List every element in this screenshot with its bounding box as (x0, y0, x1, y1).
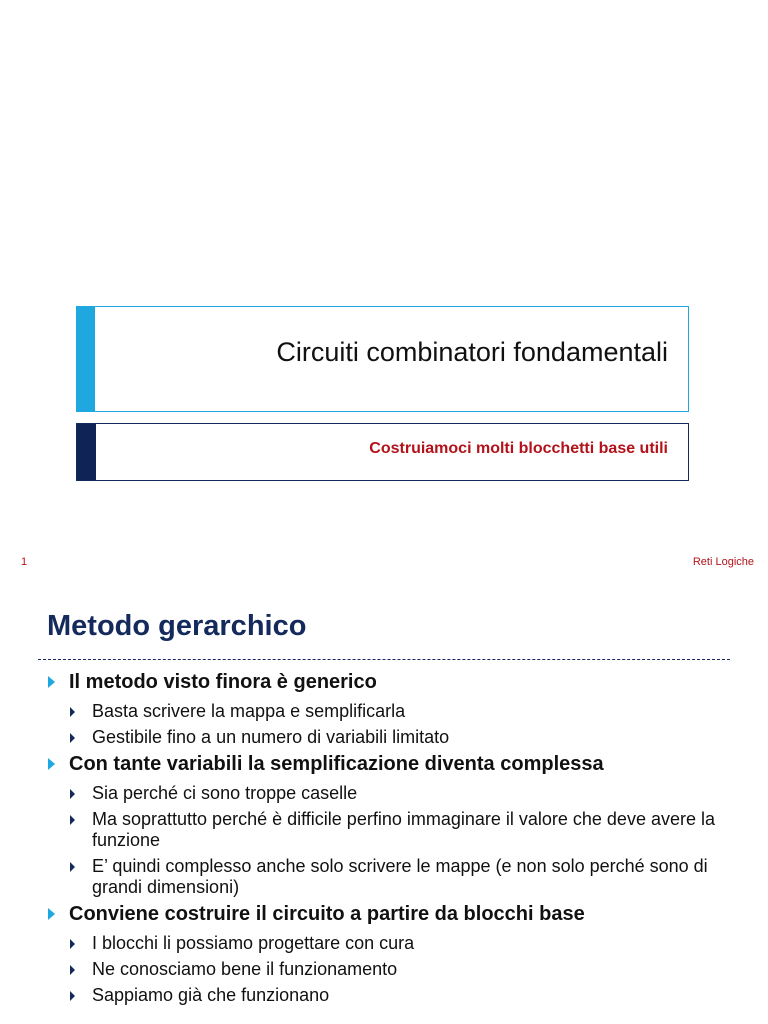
bullet-item (48, 750, 748, 778)
sub-bullet-item (48, 701, 748, 722)
bullet-group (48, 668, 748, 748)
sub-bullet-triangle-icon (70, 939, 75, 949)
sub-bullet-text: Ma soprattutto perché è difficile perfino immaginare il valore che deve avere la funzione (92, 809, 715, 850)
subtitle-box (76, 423, 689, 481)
sub-bullet-triangle-icon (70, 789, 75, 799)
sub-bullet-triangle-icon (70, 862, 75, 872)
sub-bullet-text: Gestibile fino a un numero di variabili limitato (92, 727, 450, 747)
bullet-group (48, 750, 748, 898)
bullet-text: Con tante variabili la semplificazione diventa complessa (69, 753, 604, 775)
slide-subtitle: Costruiamoci molti blocchetti base utili (369, 440, 668, 457)
heading-divider (38, 659, 730, 660)
sub-bullet-item (48, 933, 748, 954)
sub-bullet-item (48, 959, 748, 980)
subtitle-accent-bar (77, 424, 96, 480)
sub-bullet-item (48, 783, 748, 804)
sub-bullet-text: I blocchi li possiamo progettare con cura (92, 933, 415, 953)
sub-bullet-item (48, 856, 748, 898)
sub-bullet-text: Sia perché ci sono troppe caselle (92, 783, 358, 803)
bullet-list (48, 668, 748, 1008)
sub-bullet-triangle-icon (70, 815, 75, 825)
content-slide (0, 580, 768, 1024)
sub-bullet-triangle-icon (70, 707, 75, 717)
bullet-group (48, 900, 748, 1006)
sub-bullet-triangle-icon (70, 733, 75, 743)
bullet-item (48, 900, 748, 928)
sub-bullet-triangle-icon (70, 991, 75, 1001)
sub-bullet-text: Ne conosciamo bene il funzionamento (92, 959, 398, 979)
sub-bullet-text: Sappiamo già che funzionano (92, 985, 330, 1005)
sub-bullet-triangle-icon (70, 965, 75, 975)
title-accent-bar (77, 307, 95, 411)
sub-bullet-item (48, 809, 748, 851)
bullet-triangle-icon (48, 676, 55, 688)
bullet-triangle-icon (48, 758, 55, 770)
sub-bullet-text: E’ quindi complesso anche solo scrivere le mappe (e non solo perché sono di grandi dimensioni) (92, 856, 708, 897)
bullet-item (48, 668, 748, 696)
sub-bullet-text: Basta scrivere la mappa e semplificarla (92, 701, 406, 721)
bullet-text: Il metodo visto finora è generico (69, 671, 377, 693)
bullet-triangle-icon (48, 908, 55, 920)
slide-number: 1 (21, 556, 28, 568)
slide-title: Circuiti combinatori fondamentali (276, 337, 668, 367)
sub-bullet-item (48, 727, 748, 748)
sub-bullet-item (48, 985, 748, 1006)
slide-heading: Metodo gerarchico (47, 610, 307, 642)
title-box (76, 306, 689, 412)
footer-label: Reti Logiche (692, 556, 754, 568)
bullet-text: Conviene costruire il circuito a partire da blocchi base (69, 903, 585, 925)
